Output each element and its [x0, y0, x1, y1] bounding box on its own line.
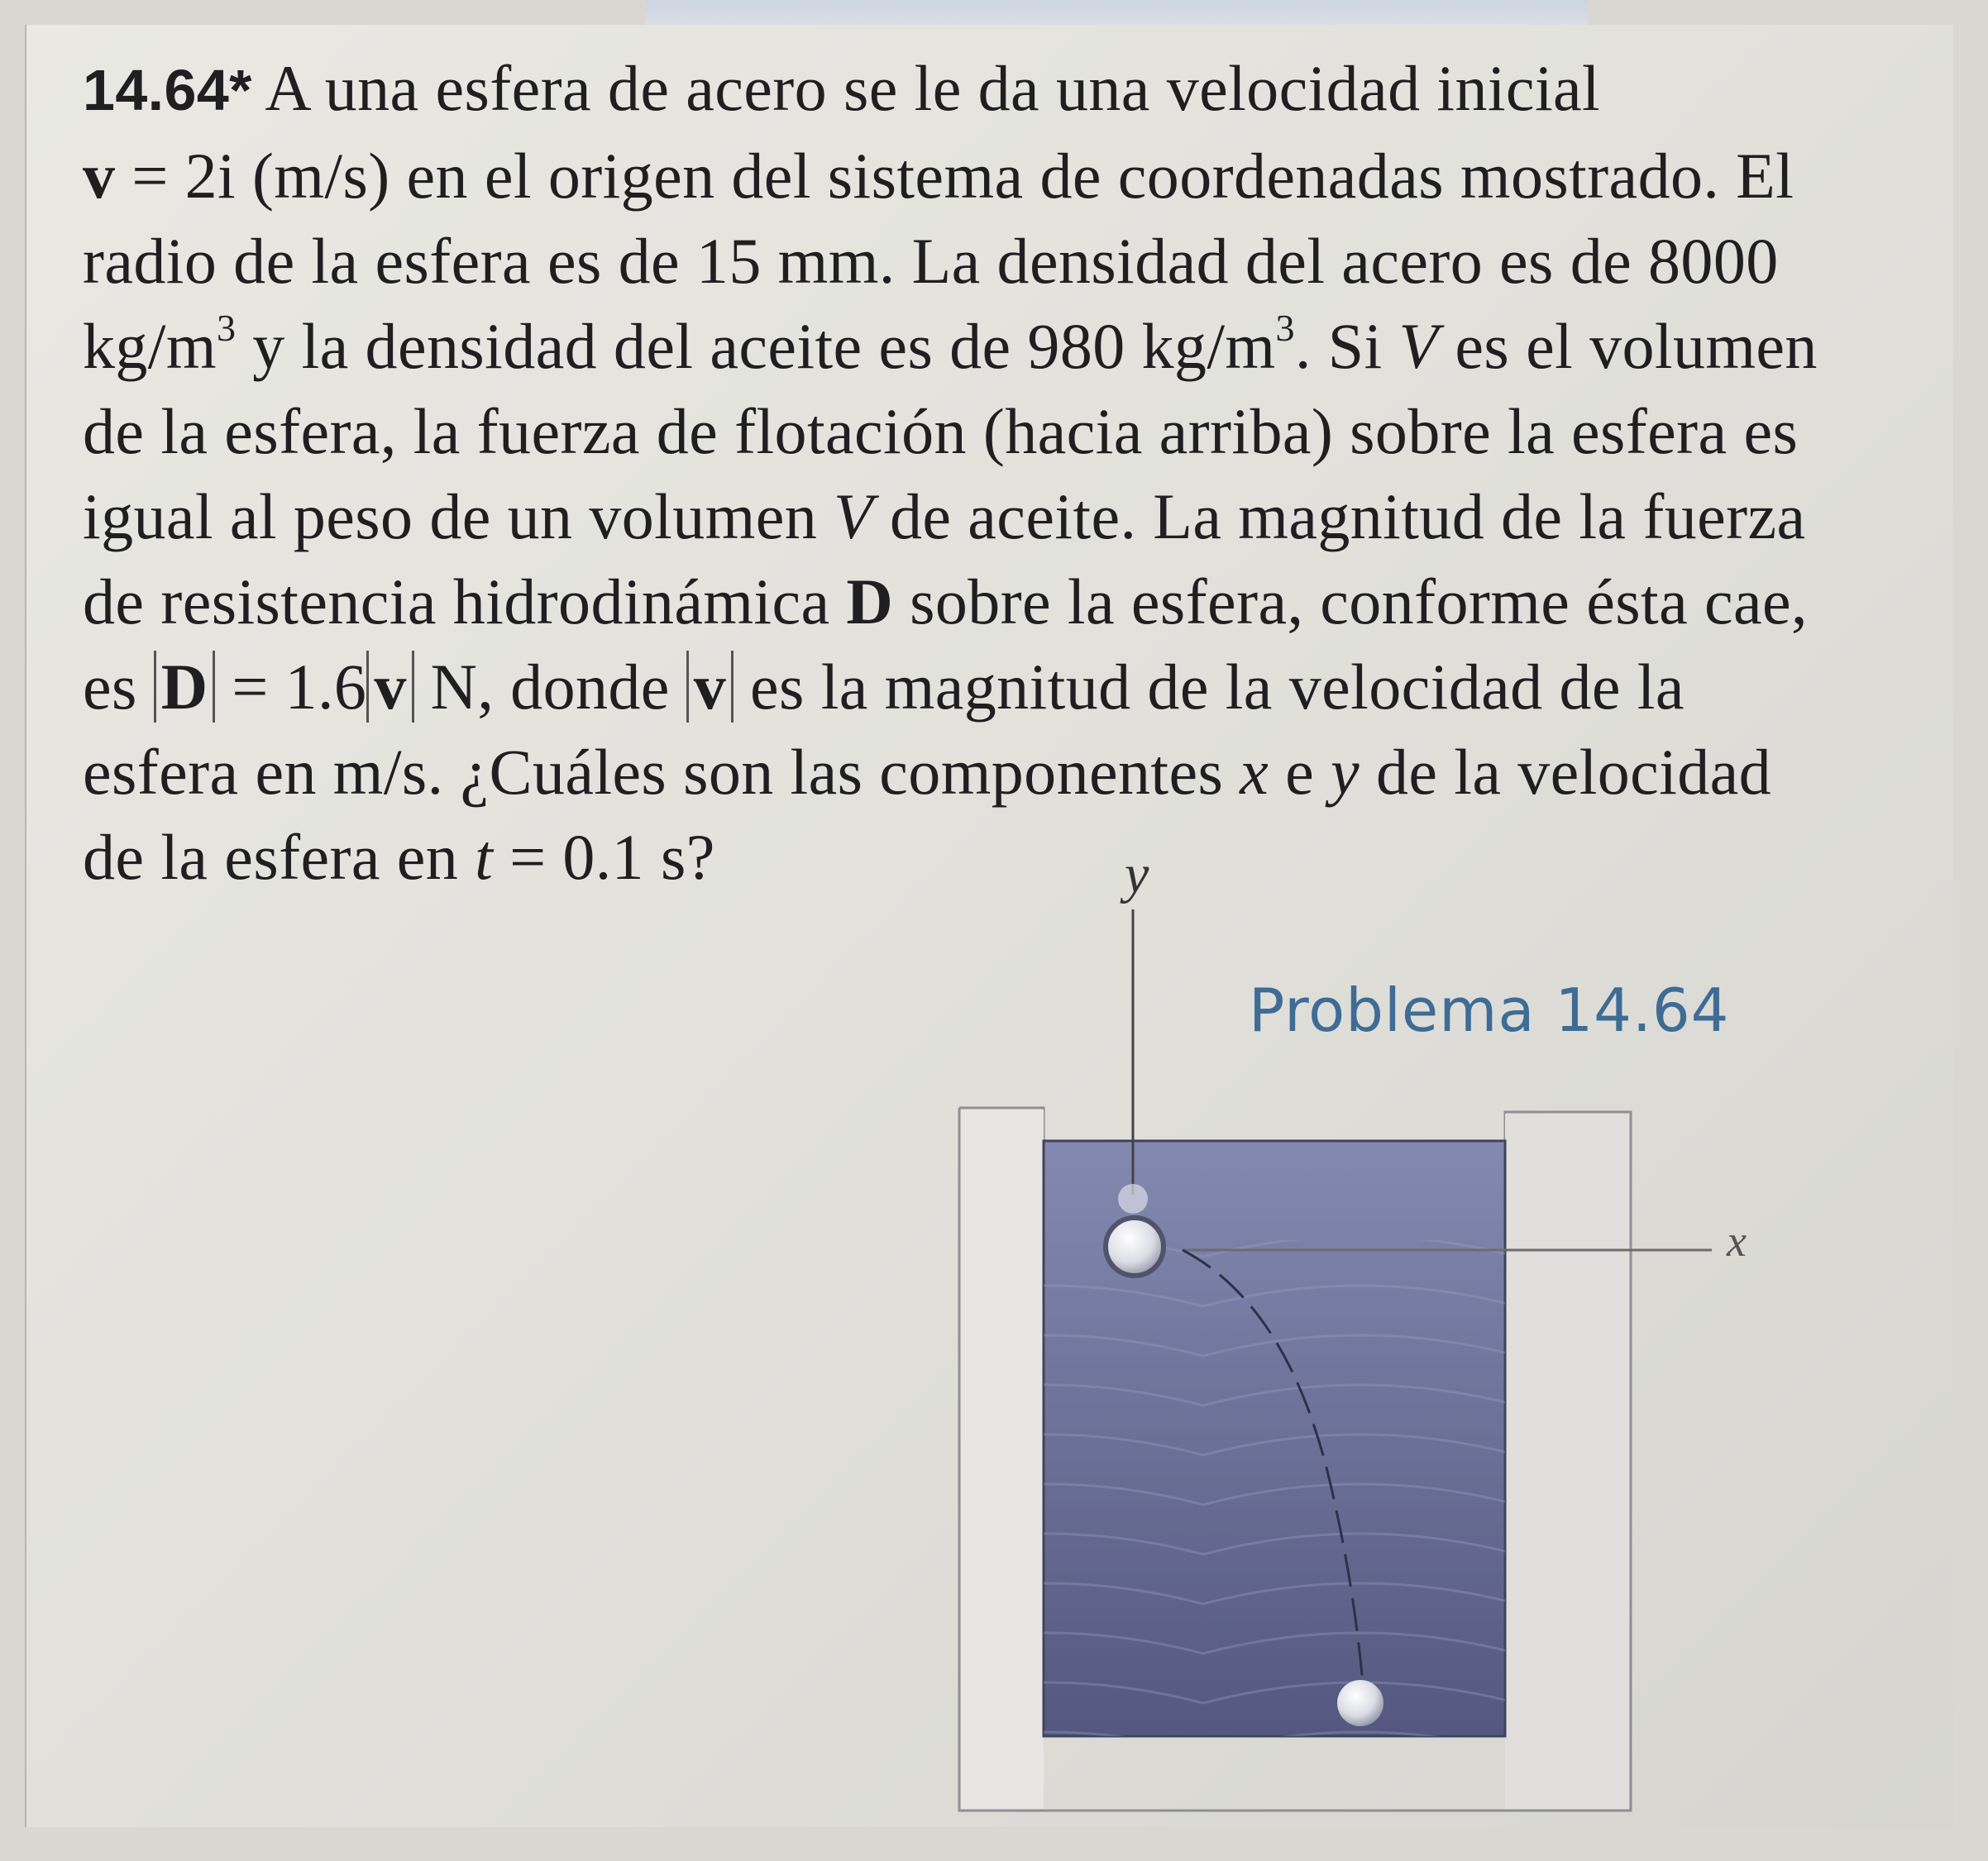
x-axis-label: x: [1727, 1216, 1747, 1266]
problem-line-10: de la esfera en t = 0.1 s?: [83, 821, 715, 893]
left-wall: [961, 1109, 1044, 1809]
problem-line-8: es D = 1.6 v N, donde v es la magnitud de la velocidad de la: [83, 651, 1685, 723]
right-wall: [1505, 1114, 1629, 1809]
problem-line-5: de la esfera, la fuerza de flotación (hacia arriba) sobre la esfera es: [83, 395, 1799, 467]
oil-ripples: [1044, 1240, 1505, 1736]
problem-line-2: v = 2i (m/s) en el origen del sistema de coordenadas mostrado. El: [83, 140, 1794, 212]
problem-line-7: de resistencia hidrodinámica D sobre la esfera, conforme ésta cae,: [83, 565, 1808, 637]
problem-line-3: radio de la esfera es de 15 mm. La densidad del acero es de 8000: [83, 225, 1779, 297]
final-sphere: [1337, 1680, 1383, 1726]
figure-caption: Problema 14.64: [1249, 976, 1730, 1045]
y-axis-label: y: [1125, 844, 1149, 904]
problem-line-4: $kg/m^3$ y la densidad del aceite es de 980 $kg/m^3$. Si V es el volumen: [83, 307, 1818, 382]
problem-line-1: 14.64* A una esfera de acero se le da una velocidad inicial: [83, 52, 1601, 124]
sphere-highlight: [1118, 1184, 1148, 1214]
initial-sphere: [1106, 1218, 1164, 1276]
problem-number: 14.64*: [83, 58, 252, 122]
problem-line-6: igual al peso de un volumen V de aceite. La magnitud de la fuerza: [83, 480, 1806, 552]
problem-line-9: esfera en m/s. ¿Cuáles son las componentes x e y de la velocidad: [83, 736, 1772, 808]
